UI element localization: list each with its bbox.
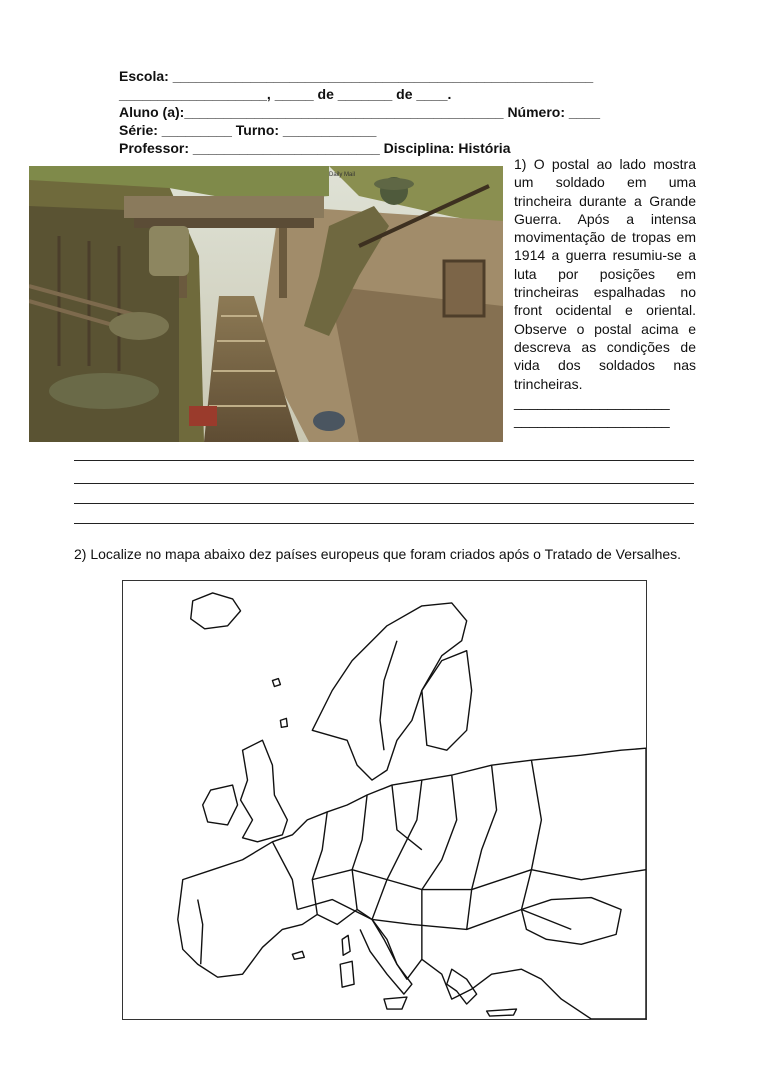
sweden-finland-border xyxy=(380,641,397,751)
answer-line-2[interactable] xyxy=(74,483,694,484)
school-line: Escola: ______________________________________________________ xyxy=(119,68,594,84)
question-2-text: 2) Localize no mapa abaixo dez países europeus que foram criados após o Tratado de Versalhes. xyxy=(74,546,682,562)
internal-border xyxy=(297,900,571,930)
internal-border xyxy=(272,842,297,910)
iceland-outline xyxy=(191,593,241,629)
answer-blank-1[interactable]: ____________________ xyxy=(514,393,670,410)
crete-outline xyxy=(487,1009,517,1016)
scandinavia-outline xyxy=(312,603,466,780)
internal-border xyxy=(372,780,422,919)
finland-outline xyxy=(422,651,472,751)
balearic-islands-outline xyxy=(292,951,304,959)
internal-border xyxy=(467,765,497,929)
answer-blank-2[interactable]: ____________________ xyxy=(514,412,670,429)
answer-line-1[interactable] xyxy=(74,460,694,461)
black-sea-outline xyxy=(521,898,621,945)
corsica-outline xyxy=(342,935,350,955)
shetland-islands-outline xyxy=(280,718,287,727)
trench-postcard-image xyxy=(29,166,503,442)
internal-border xyxy=(521,760,541,909)
sardinia-outline xyxy=(340,961,354,987)
mainland-outline xyxy=(178,748,646,1019)
great-britain-outline xyxy=(241,740,288,842)
spain-portugal-border xyxy=(198,900,203,965)
faroe-islands-outline xyxy=(272,679,280,687)
question-1 xyxy=(514,155,696,429)
internal-border xyxy=(312,870,646,890)
date-line: ___________________, _____ de _______ de ____. xyxy=(119,86,452,102)
internal-border xyxy=(422,775,457,959)
question-1-text: 1) O postal ao lado mostra um soldado em uma trincheira durante a Grande Guerra. Após a intensa movimentação de tropas em 1914 a guerra resumiu-se a luta por posições em trincheiras espalhadas no front ocidental e oriental. Observe o postal acima e descreva as condições de vida dos soldados nas trincheiras. xyxy=(514,156,696,392)
answer-line-3[interactable] xyxy=(74,503,694,504)
postcard-caption: Daily Mail xyxy=(329,172,356,178)
internal-border xyxy=(312,812,327,915)
answer-line-4[interactable] xyxy=(74,523,694,524)
grade-shift-line: Série: _________ Turno: ____________ xyxy=(119,122,377,138)
internal-border xyxy=(352,795,367,909)
teacher-subject-line: Professor: ________________________ Disciplina: História xyxy=(119,140,511,156)
europe-outline-map xyxy=(122,580,647,1020)
ireland-outline xyxy=(203,785,238,825)
italy-outline xyxy=(360,919,412,994)
student-line: Aluno (a):_________________________________________ Número: ____ xyxy=(119,104,601,120)
sicily-outline xyxy=(384,997,407,1009)
